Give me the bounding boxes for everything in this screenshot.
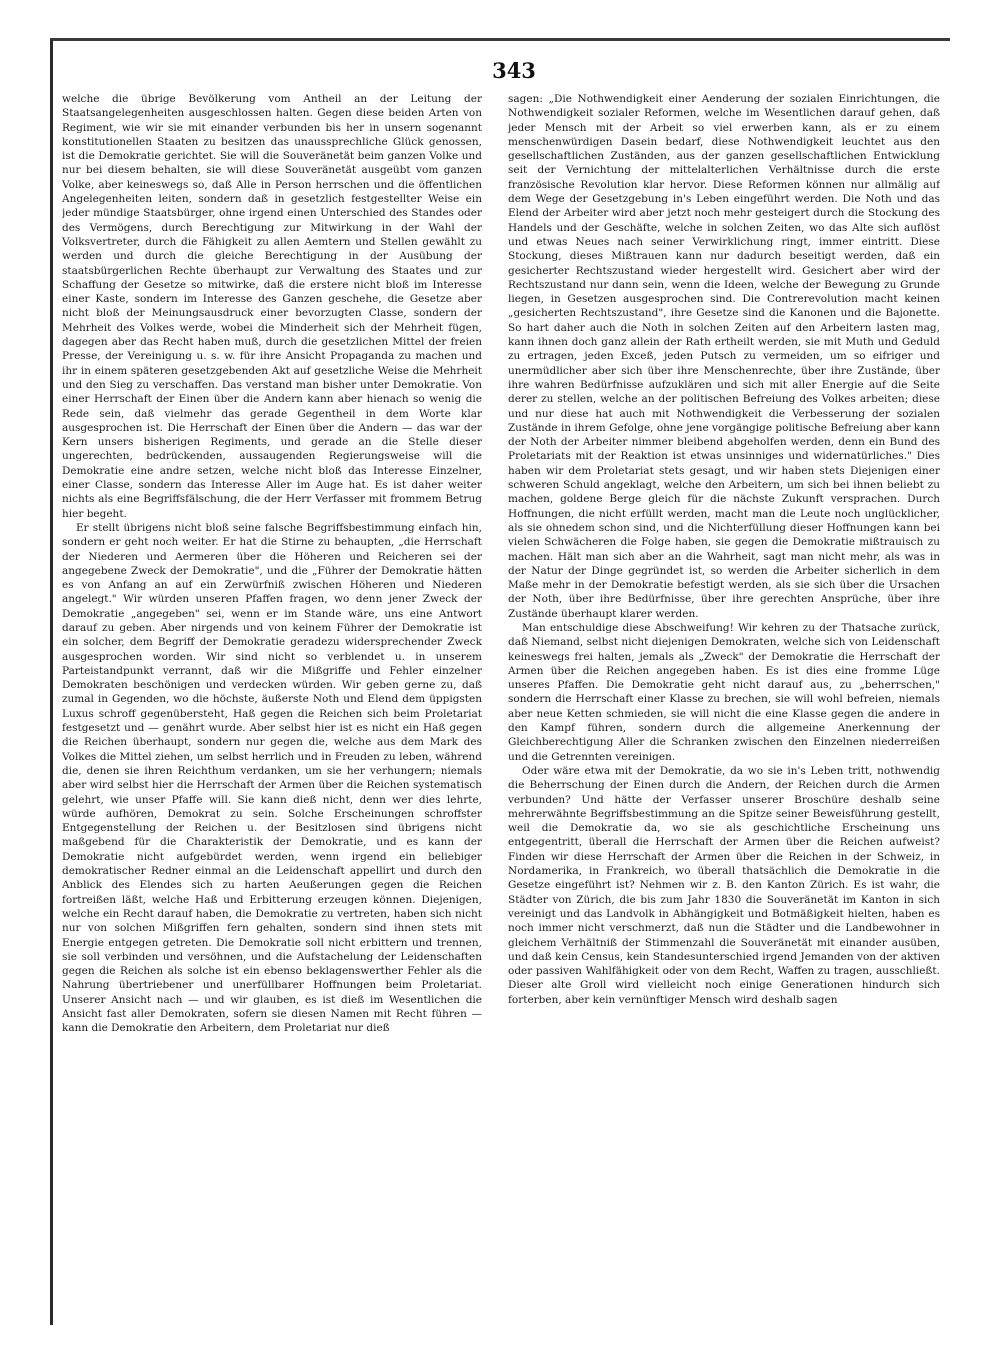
left-column	[62, 92, 482, 1317]
left-paragraph-1: welche die übrige Bevölkerung vom Antheil an der Leitung der Staatsangelegenheiten ausgeschlossen halten. Gegen diese beiden Arten von Regiment, wie wir sie mit einander verbunden bis her in unsern sogenannt konstitutionellen Staaten zu besitzen das unaussprechliche Glück genossen, ist die Demokratie gerichtet. Sie will die Souveränetät beim ganzen Volke und nur bei diesem behalten, sie will diese Souveränetät ausgeübt vom ganzen Volke, aber keineswegs so, daß Alle in Person herrschen und die öffentlichen Angelegenheiten leiten, sondern daß in gesetzlich festgestellter Weise ein jeder mündige Staatsbürger, ohne irgend einen Unterschied des Standes oder des Vermögens, durch Berechtigung zur Mitwirkung in der Wahl der Volksvertreter, durch die Fähigkeit zu allen Aemtern und Stellen gewählt zu werden und durch die gleiche Berechtigung in der Ausübung der staatsbürgerlichen Rechte überhaupt zur Verwaltung des Staates und zur Schaffung der Gesetze so mitwirke, daß die erstere nicht bloß im Interesse einer Kaste, sondern im Interesse des Ganzen geschehe, die Gesetze aber nicht bloß der Meinungsausdruck einer bevorzugten Classe, sondern der Mehrheit des Volkes werde, wobei die Minderheit sich der Mehrheit fügen, dagegen aber das Recht haben muß, durch die gesetzlichen Mittel der freien Presse, der Vereinigung u. s. w. für ihre Ansicht Propaganda zu machen und ihr in einem späteren gesetzgebenden Akt auf gesetzliche Weise die Mehrheit und den Sieg zu verschaffen. Das verstand man bisher unter Demokratie. Von einer Herrschaft der Einen über die Andern kann aber hienach so wenig die Rede sein, daß vielmehr das gerade Gegentheil in dem Worte klar ausgesprochen ist. Die Herrschaft der Einen über die Andern — das war der Kern unsers bisherigen Regiments, und gerade an die Stelle dieser ungerechten, bedrückenden, aussaugenden Regierungsweise will die Demokratie eine andre setzen, welche nicht bloß das Interesse Einzelner, einer Classe, sondern das Interesse Aller im Auge hat. Es ist daher weiter nichts als eine Begriffsfälschung, die der Herr Verfasser mit frommem Betrug hier begeht.	[62, 93, 482, 520]
left-paragraph-2: Er stellt übrigens nicht bloß seine falsche Begriffsbestimmung einfach hin, sondern er geht noch weiter. Er hat die Stirne zu behaupten, „die Herrschaft der Niederen und Aermeren über die Höheren und Reicheren sei der angegebene Zweck der Demokratie", und die „Führer der Demokratie hätten es von Anfang an auf ein Zerwürfniß zwischen Höheren und Niederen angelegt." Wir würden unseren Pfaffen fragen, wo denn jener Zweck der Demokratie „angegeben" sei, wenn er im Stande wäre, uns eine Antwort darauf zu geben. Aber nirgends und von keinem Führer der Demokratie ist ein solcher, dem Begriff der Demokratie geradezu widersprechender Zweck ausgesprochen worden. Wir sind nicht so verblendet u. in unserem Parteistandpunkt verrannt, daß wir die Mißgriffe und Fehler einzelner Demokraten beschönigen und verdecken würden. Wir geben gerne zu, daß zumal in Gegenden, wo die höchste, äußerste Noth und Elend dem üppigsten Luxus schroff gegenübersteht, Haß gegen die Reichen sich beim Proletariat festgesetzt und — genährt wurde. Aber selbst hier ist es nicht ein Haß gegen die Reichen überhaupt, sondern nur gegen die, welche aus dem Mark des Volkes die Mittel ziehen, um selbst herrlich und in Freuden zu leben, während die, denen sie ihren Reichthum verdanken, um sie her verhungern; niemals aber wird selbst hier die Herrschaft der Armen über die Reichen systematisch gelehrt, wie unser Pfaffe will. Sie kann dieß nicht, denn wer dies lehrte, würde aufhören, Demokrat zu sein. Solche Erscheinungen schroffster Entgegenstellung der Reichen u. der Besitzlosen sind übrigens nicht maßgebend für die Charakteristik der Demokratie, und es kann der Demokratie nicht aufgebürdet werden, wenn irgend ein beliebiger demokratischer Redner einmal an die Leidenschaft appellirt und durch den Anblick des Elendes sich zu harten Aeußerungen gegen die Reichen fortreißen läßt, welche Haß und Erbitterung erzeugen können. Diejenigen, welche ein Recht darauf haben, die Demokratie zu vertreten, haben sich nicht nur von solchen Mißgriffen fern gehalten, sondern sind ihnen stets mit Energie entgegen getreten. Die Demokratie soll nicht erbittern und trennen, sie soll verbinden und versöhnen, und die Aufstachelung der Leidenschaften gegen die Reichen als solche ist ein ebenso beklagenswerther Fehler als die Nahrung übertriebener und unerfüllbarer Hoffnungen beim Proletariat. Unserer Ansicht nach — und wir glauben, es ist dieß im Wesentlichen die Ansicht fast aller Demokraten, sofern sie diesen Namen mit Recht führen — kann die Demokratie den Arbeitern, dem Proletariat nur dieß	[62, 521, 482, 1035]
scan-top-edge	[50, 38, 950, 41]
right-paragraph-2: Man entschuldige diese Abschweifung! Wir kehren zu der Thatsache zurück, daß Niemand, selbst nicht diejenigen Demokraten, welche sich von Leidenschaft keineswegs frei halten, jemals als „Zweck" der Demokratie die Herrschaft der Armen über die Reichen angegeben haben. Es ist dies eine fromme Lüge unseres Pfaffen. Die Demokratie geht nicht darauf aus, zu „beherrschen," sondern die Herrschaft einer Klasse zu brechen, sie will wohl befreien, niemals aber neue Ketten schmieden, sie will nicht die eine Klasse gegen die andere in den Kampf führen, sondern durch die allgemeine Anerkennung der Gleichberechtigung Aller die Schranken zwischen den Einzelnen niederreißen und die Getrennten vereinigen.	[508, 621, 940, 763]
right-paragraph-3: Oder wäre etwa mit der Demokratie, da wo sie in's Leben tritt, nothwendig die Beherrschung der Einen durch die Andern, der Reichen durch die Armen verbunden? Und hätte der Verfasser unserer Broschüre deshalb seine mehrerwähnte Begriffsbestimmung an die Spitze seiner Beweisführung gestellt, weil die Demokratie da, wo sie als geschichtliche Erscheinung uns entgegentritt, überall die Herrschaft der Armen über die Reichen aufweist? Finden wir diese Herrschaft der Armen über die Reichen in der Schweiz, in Nordamerika, in Frankreich, wo überall thatsächlich die Demokratie in die Gesetze eingeführt ist? Nehmen wir z. B. den Kanton Zürich. Es ist wahr, die Städter von Zürich, die bis zum Jahr 1830 die Souveränetät im Kanton in sich vereinigt und das Landvolk in Abhängigkeit und Botmäßigkeit hielten, haben es noch immer nicht verschmerzt, daß nun die Städter und die Landbewohner in gleichem Verhältniß der Stimmenzahl die Souveränetät mit einander ausüben, und daß kein Census, kein Standesunterschied irgend Jemanden von der aktiven oder passiven Wahlfähigkeit oder von dem Recht, Waffen zu tragen, ausschließt. Dieser alte Groll wird vielleicht noch einige Generationen hindurch sich forterben, aber kein vernünftiger Mensch wird deshalb sagen	[508, 764, 940, 1006]
page-number: 343	[492, 58, 536, 83]
right-column	[508, 92, 940, 1317]
right-paragraph-1: sagen: „Die Nothwendigkeit einer Aenderung der sozialen Einrichtungen, die Nothwendigkeit sozialer Reformen, welche im Wesentlichen darauf gehen, daß jeder Mensch mit der Arbeit so viel erwerben kann, als er zu einem menschenwürdigen Dasein bedarf, diese Nothwendigkeit leuchtet aus den gesellschaftlichen Zuständen, aus der ganzen gesellschaftlichen Entwicklung seit der Vernichtung der mittelalterlichen Verhältnisse durch die erste französische Revolution klar hervor. Diese Reformen können nur allmälig auf dem Wege der Gesetzgebung in's Leben eingeführt werden. Die Noth und das Elend der Arbeiter wird aber jetzt noch mehr gesteigert durch die Stockung des Handels und der Geschäfte, welche in solchen Zeiten, wo das Alte sich auflöst und etwas Neues nach seiner Verwirklichung ringt, immer eintritt. Diese Stockung, dieses Mißtrauen kann nur dadurch beseitigt werden, daß ein gesicherter Rechtszustand wieder hergestellt wird. Gesichert aber wird der Rechtszustand nur dann sein, wenn die Ideen, welche der Bewegung zu Grunde liegen, in Gesetzen ausgesprochen sind. Die Contrerevolution macht keinen „gesicherten Rechtszustand", ihre Gesetze sind die Kanonen und die Bajonette. So hart daher auch die Noth in solchen Zeiten auf den Arbeitern lasten mag, kann ihnen doch ganz allein der Rath ertheilt werden, sie mit Muth und Geduld zu ertragen, jeden Exceß, jeden Putsch zu vermeiden, um so eifriger und unermüdlicher aber sich über ihre Menschenrechte, über ihre Zustände, über ihre wahren Bedürfnisse aufzuklären und sich mit aller Energie auf die Seite derer zu stellen, welche an der politischen Befreiung des Volkes arbeiten; diese und nur diese hat auch mit Nothwendigkeit die Verbesserung der sozialen Zustände in ihrem Gefolge, ohne jene vorgängige politische Befreiung aber kann der Noth der Arbeiter nimmer bleibend abgeholfen werden, denn ein Bund des Proletariats mit der Reaktion ist etwas unsinniges und widernatürliches." Dies haben wir dem Proletariat stets gesagt, und wir haben stets Diejenigen einer schweren Schuld angeklagt, welche den Arbeitern, um sich bei ihnen beliebt zu machen, goldene Berge gleich für die nächste Zukunft versprachen. Durch Hoffnungen, die nicht erfüllt werden, macht man die Leute noch unglücklicher, als sie ohnedem schon sind, und die Nichterfüllung dieser Hoffnungen kann bei vielen Schwächeren die Folge haben, sie gegen die Demokratie mißtrauisch zu machen. Hält man sich aber an die Wahrheit, sagt man nicht mehr, als was in der Natur der Dinge gegründet ist, so werden die Arbeiter sicherlich in dem Maße mehr in der Demokratie befestigt werden, als sie sich über die Ursachen der Noth, über ihre Bedürfnisse, über ihre gerechten Ansprüche, über ihre Zustände überhaupt klarer werden.	[508, 93, 940, 620]
scan-left-edge	[50, 40, 53, 1325]
